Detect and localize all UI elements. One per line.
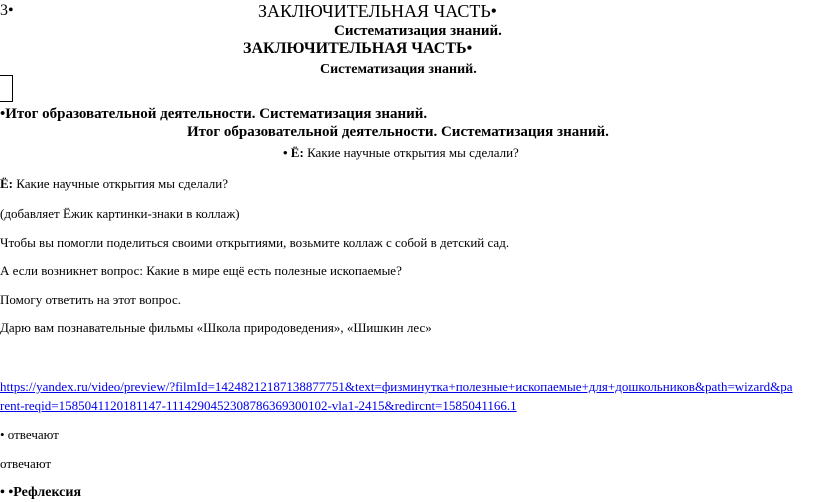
bullet-question [283, 145, 519, 161]
share-paragraph: Чтобы вы помогли поделиться своими открытиями, возьмите коллаж с собой в детский сад. [0, 235, 510, 250]
section-subtitle-repeat: Систематизация знаний. [320, 62, 477, 77]
checkbox[interactable] [0, 75, 13, 102]
section-title-repeat: ЗАКЛЮЧИТЕЛЬНАЯ ЧАСТЬ• [243, 40, 473, 57]
reflection-heading: • •Рефлексия [0, 485, 82, 500]
films-paragraph: Дарю вам познавательные фильмы «Школа природоведения», «Шишкин лес» [0, 320, 432, 335]
summary-heading: •Итог образовательной деятельности. Систематизация знаний. [0, 106, 428, 122]
section-subtitle: Систематизация знаний. [334, 23, 502, 39]
minerals-question-paragraph: А если возникнет вопрос: Какие в мире ещё есть полезные ископаемые? [0, 263, 402, 278]
collage-paragraph: (добавляет Ёжик картинки-знаки в коллаж) [0, 206, 240, 221]
answer-text: отвечают [0, 456, 52, 471]
question-text: Какие научные открытия мы сделали? [13, 176, 229, 191]
bullet-question-speaker: • Ё: [283, 145, 304, 160]
summary-heading-centered: Итог образовательной деятельности. Систематизация знаний. [187, 124, 609, 140]
page-number: 3• [0, 2, 14, 19]
question-speaker: Ё: [0, 176, 13, 191]
help-paragraph: Помогу ответить на этот вопрос. [0, 292, 181, 307]
question-paragraph [0, 176, 228, 192]
answer-bullet: • отвечают [0, 427, 59, 442]
video-link-line2[interactable]: rent-reqid=1585041120181147-1114290452308786369300102-vla1-2415&redircnt=1585041166.1 [0, 398, 517, 413]
section-title: ЗАКЛЮЧИТЕЛЬНАЯ ЧАСТЬ• [258, 1, 497, 21]
bullet-question-text: Какие научные открытия мы сделали? [303, 145, 519, 160]
video-link-line1[interactable]: https://yandex.ru/video/preview/?filmId=14248212187138877751&text=физминутка+полезные+ископаемые+для+дошкольников&path=wizard&pa [0, 379, 793, 394]
